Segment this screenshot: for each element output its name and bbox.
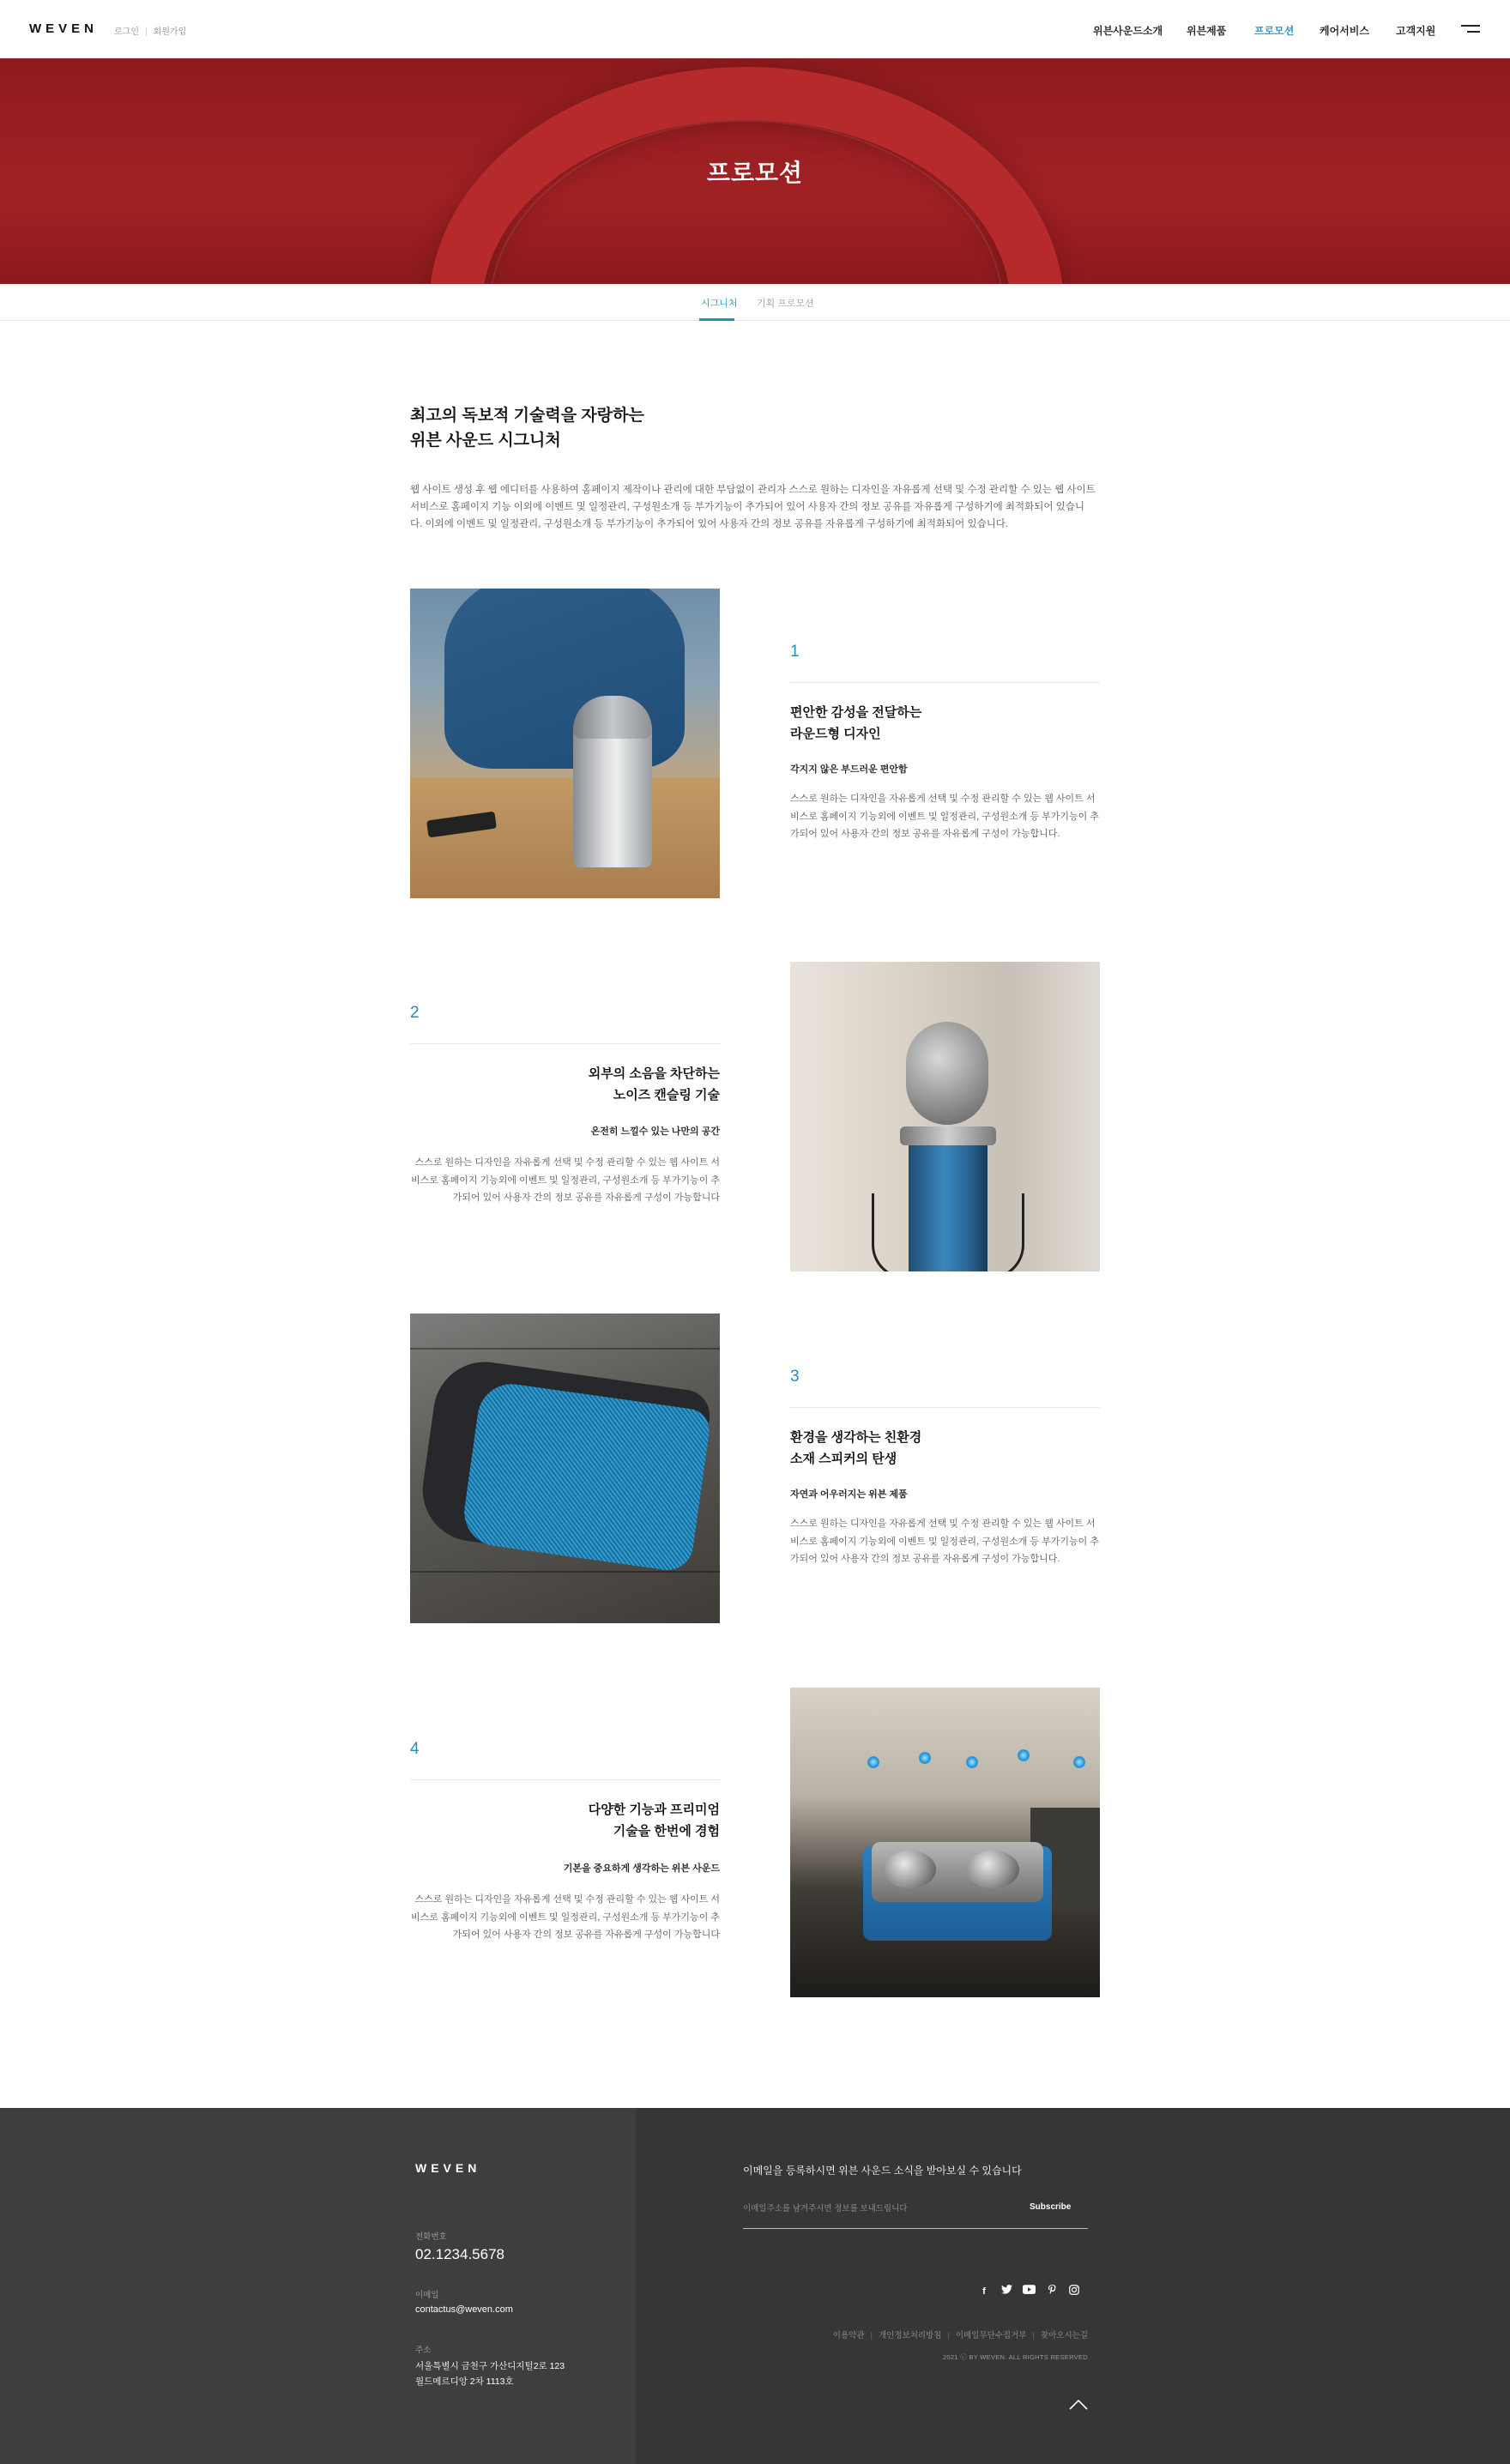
feature-2-title-line1: 외부의 소음을 차단하는 bbox=[588, 1066, 720, 1081]
feature-3-divider bbox=[790, 1407, 1100, 1408]
feature-4-body: 스스로 원하는 디자인을 자유롭게 선택 및 수정 관리할 수 있는 웹 사이트 서비스로 홈페이지 기능외에 이벤트 및 일정관리, 구성원소개 등 부가기능이 추가되어 있어 사용자 간의 정보 공유를 자유롭게 구성이 가능합니다 bbox=[411, 1894, 720, 1940]
nav-support[interactable]: 고객지원 bbox=[1396, 25, 1436, 37]
site-header bbox=[0, 0, 1510, 58]
footer-links bbox=[832, 2328, 1088, 2340]
nav-about[interactable]: 위븐사운드소개 bbox=[1093, 25, 1163, 37]
feature-4-title-line1: 다양한 기능과 프리미엄 bbox=[588, 1803, 720, 1817]
footer-logo[interactable]: WEVEN bbox=[415, 2161, 481, 2175]
address bbox=[415, 2358, 565, 2389]
intro-body: 웹 사이트 생성 후 웹 에디터를 사용하여 홈페이지 제작이나 관리에 대한 부담없이 관리자 스스로 원하는 디자인을 자유롭게 선택 및 수정 관리할 수 있는 웹 사이트 서비스로 홈페이지 기능 이외에 이벤트 및 일정관리, 구성원소개 등 부가기능이 추가되어 있어 사용자 간의 정보 공유를 자유롭게 구성하기에 최적화되어 있습니다. 이외에 이벤트 및 일정관리, 구성원소개 등 부가기능이 추가되어 있어 사용자 간의 정보 공유를 자유롭게 구성하기에 최적화되어 있습니다. bbox=[410, 485, 1096, 529]
sub-tabs bbox=[0, 284, 1510, 321]
footer-info-panel bbox=[0, 2108, 636, 2464]
subscribe-button[interactable]: Subscribe bbox=[1030, 2202, 1072, 2212]
nav-products[interactable]: 위븐제품 bbox=[1187, 25, 1227, 37]
feature-4-title-line2: 기술을 한번에 경험 bbox=[613, 1824, 720, 1839]
feature-4-image bbox=[790, 1688, 1100, 1997]
feature-4-subtitle: 기본을 중요하게 생각하는 위븐 사운드 bbox=[563, 1863, 720, 1874]
terms-link[interactable]: 이용약관 bbox=[832, 2331, 865, 2340]
youtube-icon[interactable] bbox=[1022, 2285, 1036, 2298]
util-links bbox=[114, 24, 186, 37]
intro-title-line1: 최고의 독보적 기술력을 자랑하는 bbox=[410, 407, 644, 425]
phone-number: 02.1234.5678 bbox=[415, 2246, 504, 2262]
feature-1-title-line2: 라운드형 디자인 bbox=[790, 727, 881, 741]
email-address[interactable]: contactus@weven.com bbox=[415, 2304, 513, 2315]
address-label: 주소 bbox=[415, 2346, 432, 2355]
feature-3-subtitle: 자연과 어우러지는 위븐 제품 bbox=[790, 1489, 908, 1500]
feature-1-title-line1: 편안한 감성을 전달하는 bbox=[790, 705, 922, 720]
address-line1: 서울특별시 금천구 가산디지털2로 123 bbox=[415, 2361, 565, 2371]
nav-promotion[interactable]: 프로모션 bbox=[1254, 25, 1295, 37]
login-link[interactable]: 로그인 bbox=[114, 27, 139, 37]
feature-2-subtitle: 온전히 느낄수 있는 나만의 공간 bbox=[590, 1126, 720, 1137]
instagram-icon[interactable] bbox=[1067, 2285, 1081, 2298]
copyright: 2021 ⓒ BY WEVEN. ALL RIGHTS RESERVED bbox=[942, 2353, 1088, 2361]
feature-2-title bbox=[410, 1063, 720, 1106]
phone-label: 전화번호 bbox=[415, 2232, 447, 2242]
active-tab-indicator bbox=[699, 318, 734, 321]
feature-4-divider bbox=[410, 1779, 720, 1780]
feature-1-body: 스스로 원하는 디자인을 자유롭게 선택 및 수정 관리할 수 있는 웹 사이트 서비스로 홈페이지 기능외에 이벤트 및 일정관리, 구성원소개 등 부가기능이 추가되어 있어 사용자 간의 정보 공유를 자유롭게 구성이 가능합니다. bbox=[790, 794, 1099, 839]
feature-1-number: 1 bbox=[790, 643, 800, 661]
email-refusal-link[interactable]: 이메일무단수집거부 bbox=[955, 2331, 1027, 2340]
site-logo[interactable]: WEVEN bbox=[29, 21, 99, 36]
feature-2-divider bbox=[410, 1043, 720, 1044]
util-separator: | bbox=[144, 27, 148, 37]
feature-2-body: 스스로 원하는 디자인을 자유롭게 선택 및 수정 관리할 수 있는 웹 사이트 서비스로 홈페이지 기능외에 이벤트 및 일정관리, 구성원소개 등 부가기능이 추가되어 있어 사용자 간의 정보 공유를 자유롭게 구성이 가능합니다 bbox=[411, 1157, 720, 1203]
directions-link[interactable]: 찾아오시는길 bbox=[1040, 2331, 1088, 2340]
facebook-icon[interactable]: f bbox=[982, 2286, 986, 2297]
hero-banner bbox=[0, 58, 1510, 284]
feature-1-divider bbox=[790, 682, 1100, 683]
footer-link-separator: | bbox=[1032, 2331, 1035, 2340]
feature-1-image bbox=[410, 589, 720, 898]
newsletter-email-input[interactable] bbox=[743, 2200, 975, 2217]
feature-4-number: 4 bbox=[410, 1740, 420, 1758]
newsletter-title: 이메일을 등록하시면 위븐 사운드 소식을 받아보실 수 있습니다 bbox=[743, 2165, 1022, 2177]
footer-link-separator: | bbox=[870, 2331, 873, 2340]
footer-link-separator: | bbox=[947, 2331, 950, 2340]
address-line2: 월드메르디앙 2차 1113호 bbox=[415, 2376, 514, 2387]
feature-2-title-line2: 노이즈 캔슬링 기술 bbox=[613, 1088, 720, 1102]
twitter-icon[interactable] bbox=[1000, 2285, 1013, 2298]
feature-3-title bbox=[790, 1427, 1100, 1470]
feature-3-body: 스스로 원하는 디자인을 자유롭게 선택 및 수정 관리할 수 있는 웹 사이트 서비스로 홈페이지 기능외에 이벤트 및 일정관리, 구성원소개 등 부가기능이 추가되어 있어 사용자 간의 정보 공유를 자유롭게 구성이 가능합니다. bbox=[790, 1519, 1099, 1564]
tab-planned-promotion[interactable]: 기획 프로모션 bbox=[757, 299, 814, 309]
feature-3-title-line2: 소재 스피커의 탄생 bbox=[790, 1452, 897, 1466]
feature-1-subtitle: 각지지 않은 부드러운 편안함 bbox=[790, 764, 908, 775]
email-label: 이메일 bbox=[415, 2291, 439, 2300]
tab-signature[interactable]: 시그니처 bbox=[701, 299, 738, 309]
feature-3-image bbox=[410, 1314, 720, 1623]
scroll-top-icon[interactable] bbox=[1069, 2399, 1088, 2411]
feature-1-title bbox=[790, 702, 1100, 745]
page-title: 프로모션 bbox=[706, 160, 804, 186]
intro-title-line2: 위븐 사운드 시그니처 bbox=[410, 432, 561, 450]
pinterest-icon[interactable] bbox=[1045, 2285, 1059, 2298]
feature-4-title bbox=[410, 1799, 720, 1842]
menu-icon[interactable] bbox=[1461, 25, 1480, 35]
signup-link[interactable]: 회원가입 bbox=[153, 27, 187, 37]
newsletter-input-underline bbox=[743, 2228, 1088, 2229]
feature-2-number: 2 bbox=[410, 1004, 420, 1022]
feature-3-title-line1: 환경을 생각하는 친환경 bbox=[790, 1430, 922, 1445]
privacy-link[interactable]: 개인정보처리방침 bbox=[878, 2331, 942, 2340]
nav-care-service[interactable]: 케어서비스 bbox=[1320, 25, 1369, 37]
intro-title bbox=[410, 403, 644, 453]
feature-2-image bbox=[790, 962, 1100, 1271]
feature-3-number: 3 bbox=[790, 1368, 800, 1386]
